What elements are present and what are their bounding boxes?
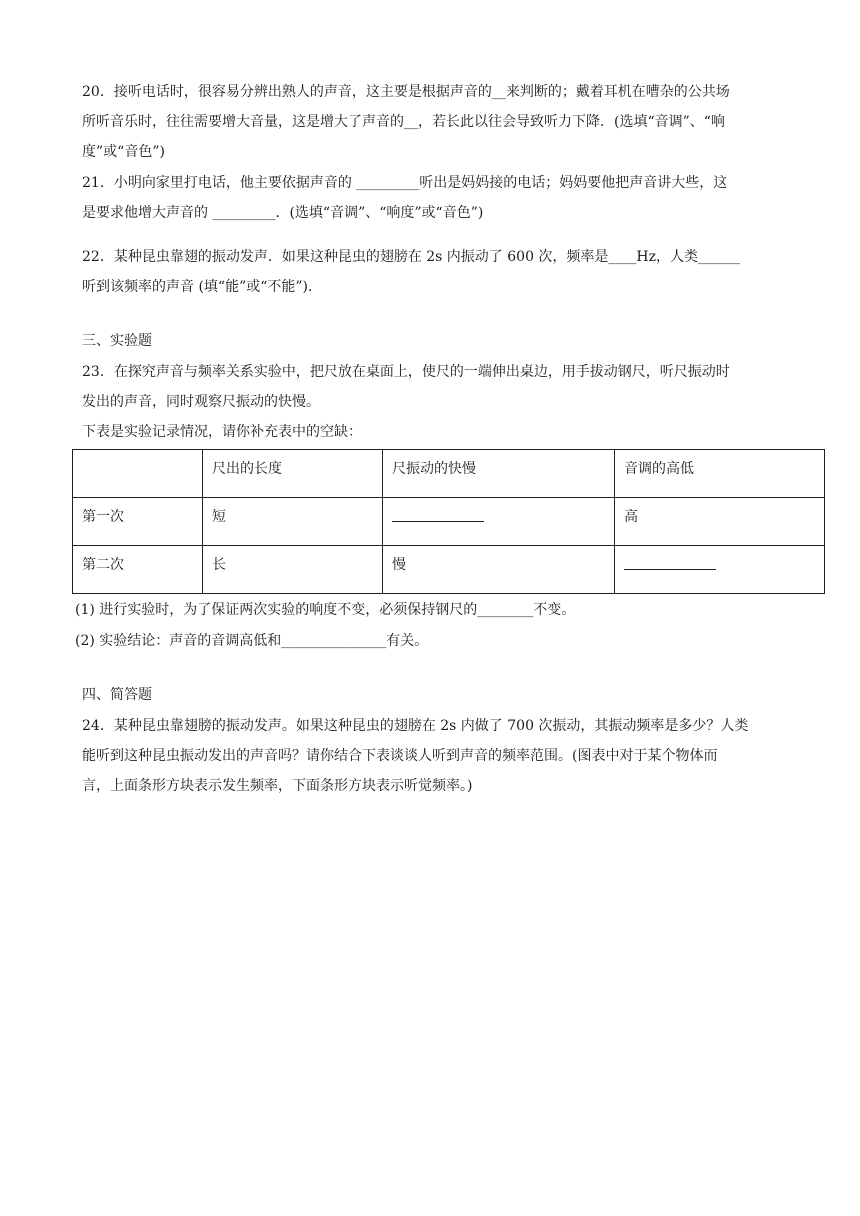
table-header-cell xyxy=(73,450,203,498)
table-row xyxy=(73,498,825,546)
q24-line-3: 言，上面条形方块表示发生频率，下面条形方块表示听觉频率。) xyxy=(82,778,473,794)
table-header-cell: 尺振动的快慢 xyxy=(383,450,615,498)
table-cell: 高 xyxy=(615,498,825,546)
q24-line-2: 能听到这种昆虫振动发出的声音吗？请你结合下表谈谈人听到声音的频率范围。(图表中对于某个物体而 xyxy=(82,748,718,764)
table-header-cell: 尺出的长度 xyxy=(203,450,383,498)
q20-line-2: 所听音乐时，往往需要增大音量，这是增大了声音的__，若长此以往会导致听力下降．(选填“音调”、“响 xyxy=(82,114,725,130)
table-header-row xyxy=(73,450,825,498)
table-header-cell: 音调的高低 xyxy=(615,450,825,498)
table-cell: 慢 xyxy=(383,546,615,594)
table-cell: 长 xyxy=(203,546,383,594)
section-4-title: 四、简答题 xyxy=(82,687,152,703)
q22-line-1: 22．某种昆虫靠翅的振动发声．如果这种昆虫的翅膀在 2s 内振动了 600 次，频率是____Hz，人类______ xyxy=(82,249,741,265)
q24-line-1: 24．某种昆虫靠翅膀的振动发声。如果这种昆虫的翅膀在 2s 内做了 700 次振动，其振动频率是多少？人类 xyxy=(82,718,749,734)
q20-line-3: 度”或“音色”) xyxy=(82,144,165,160)
table-cell-blank xyxy=(615,546,825,594)
answer-blank xyxy=(392,506,484,522)
section-3-title: 三、实验题 xyxy=(82,333,152,349)
table-cell: 短 xyxy=(203,498,383,546)
q21-line-2: 是要求他增大声音的 _________．(选填“音调”、“响度”或“音色”) xyxy=(82,205,484,221)
q23-line-3: 下表是实验记录情况，请你补充表中的空缺： xyxy=(82,424,362,440)
q23-sub-2: (2) 实验结论：声音的音调高低和_______________有关。 xyxy=(75,633,429,649)
q23-line-1: 23．在探究声音与频率关系实验中，把尺放在桌面上，使尺的一端伸出桌边，用手拔动钢尺，听尺振动时 xyxy=(82,364,730,380)
q23-sub-1: (1) 进行实验时，为了保证两次实验的响度不变，必须保持钢尺的________不变。 xyxy=(75,602,576,618)
experiment-record-table xyxy=(72,449,825,594)
q21-line-1: 21．小明向家里打电话，他主要依据声音的 _________听出是妈妈接的电话；妈妈要他把声音讲大些，这 xyxy=(82,175,728,191)
q20-line-1: 20．接听电话时，很容易分辨出熟人的声音，这主要是根据声音的__来判断的；戴着耳机在嘈杂的公共场 xyxy=(82,84,730,100)
table-cell: 第二次 xyxy=(73,546,203,594)
table-cell-blank xyxy=(383,498,615,546)
q23-line-2: 发出的声音，同时观察尺振动的快慢。 xyxy=(82,394,320,410)
answer-blank xyxy=(624,554,716,570)
table-row xyxy=(73,546,825,594)
q22-line-2: 听到该频率的声音 (填“能”或“不能”)． xyxy=(82,279,323,295)
table-cell: 第一次 xyxy=(73,498,203,546)
